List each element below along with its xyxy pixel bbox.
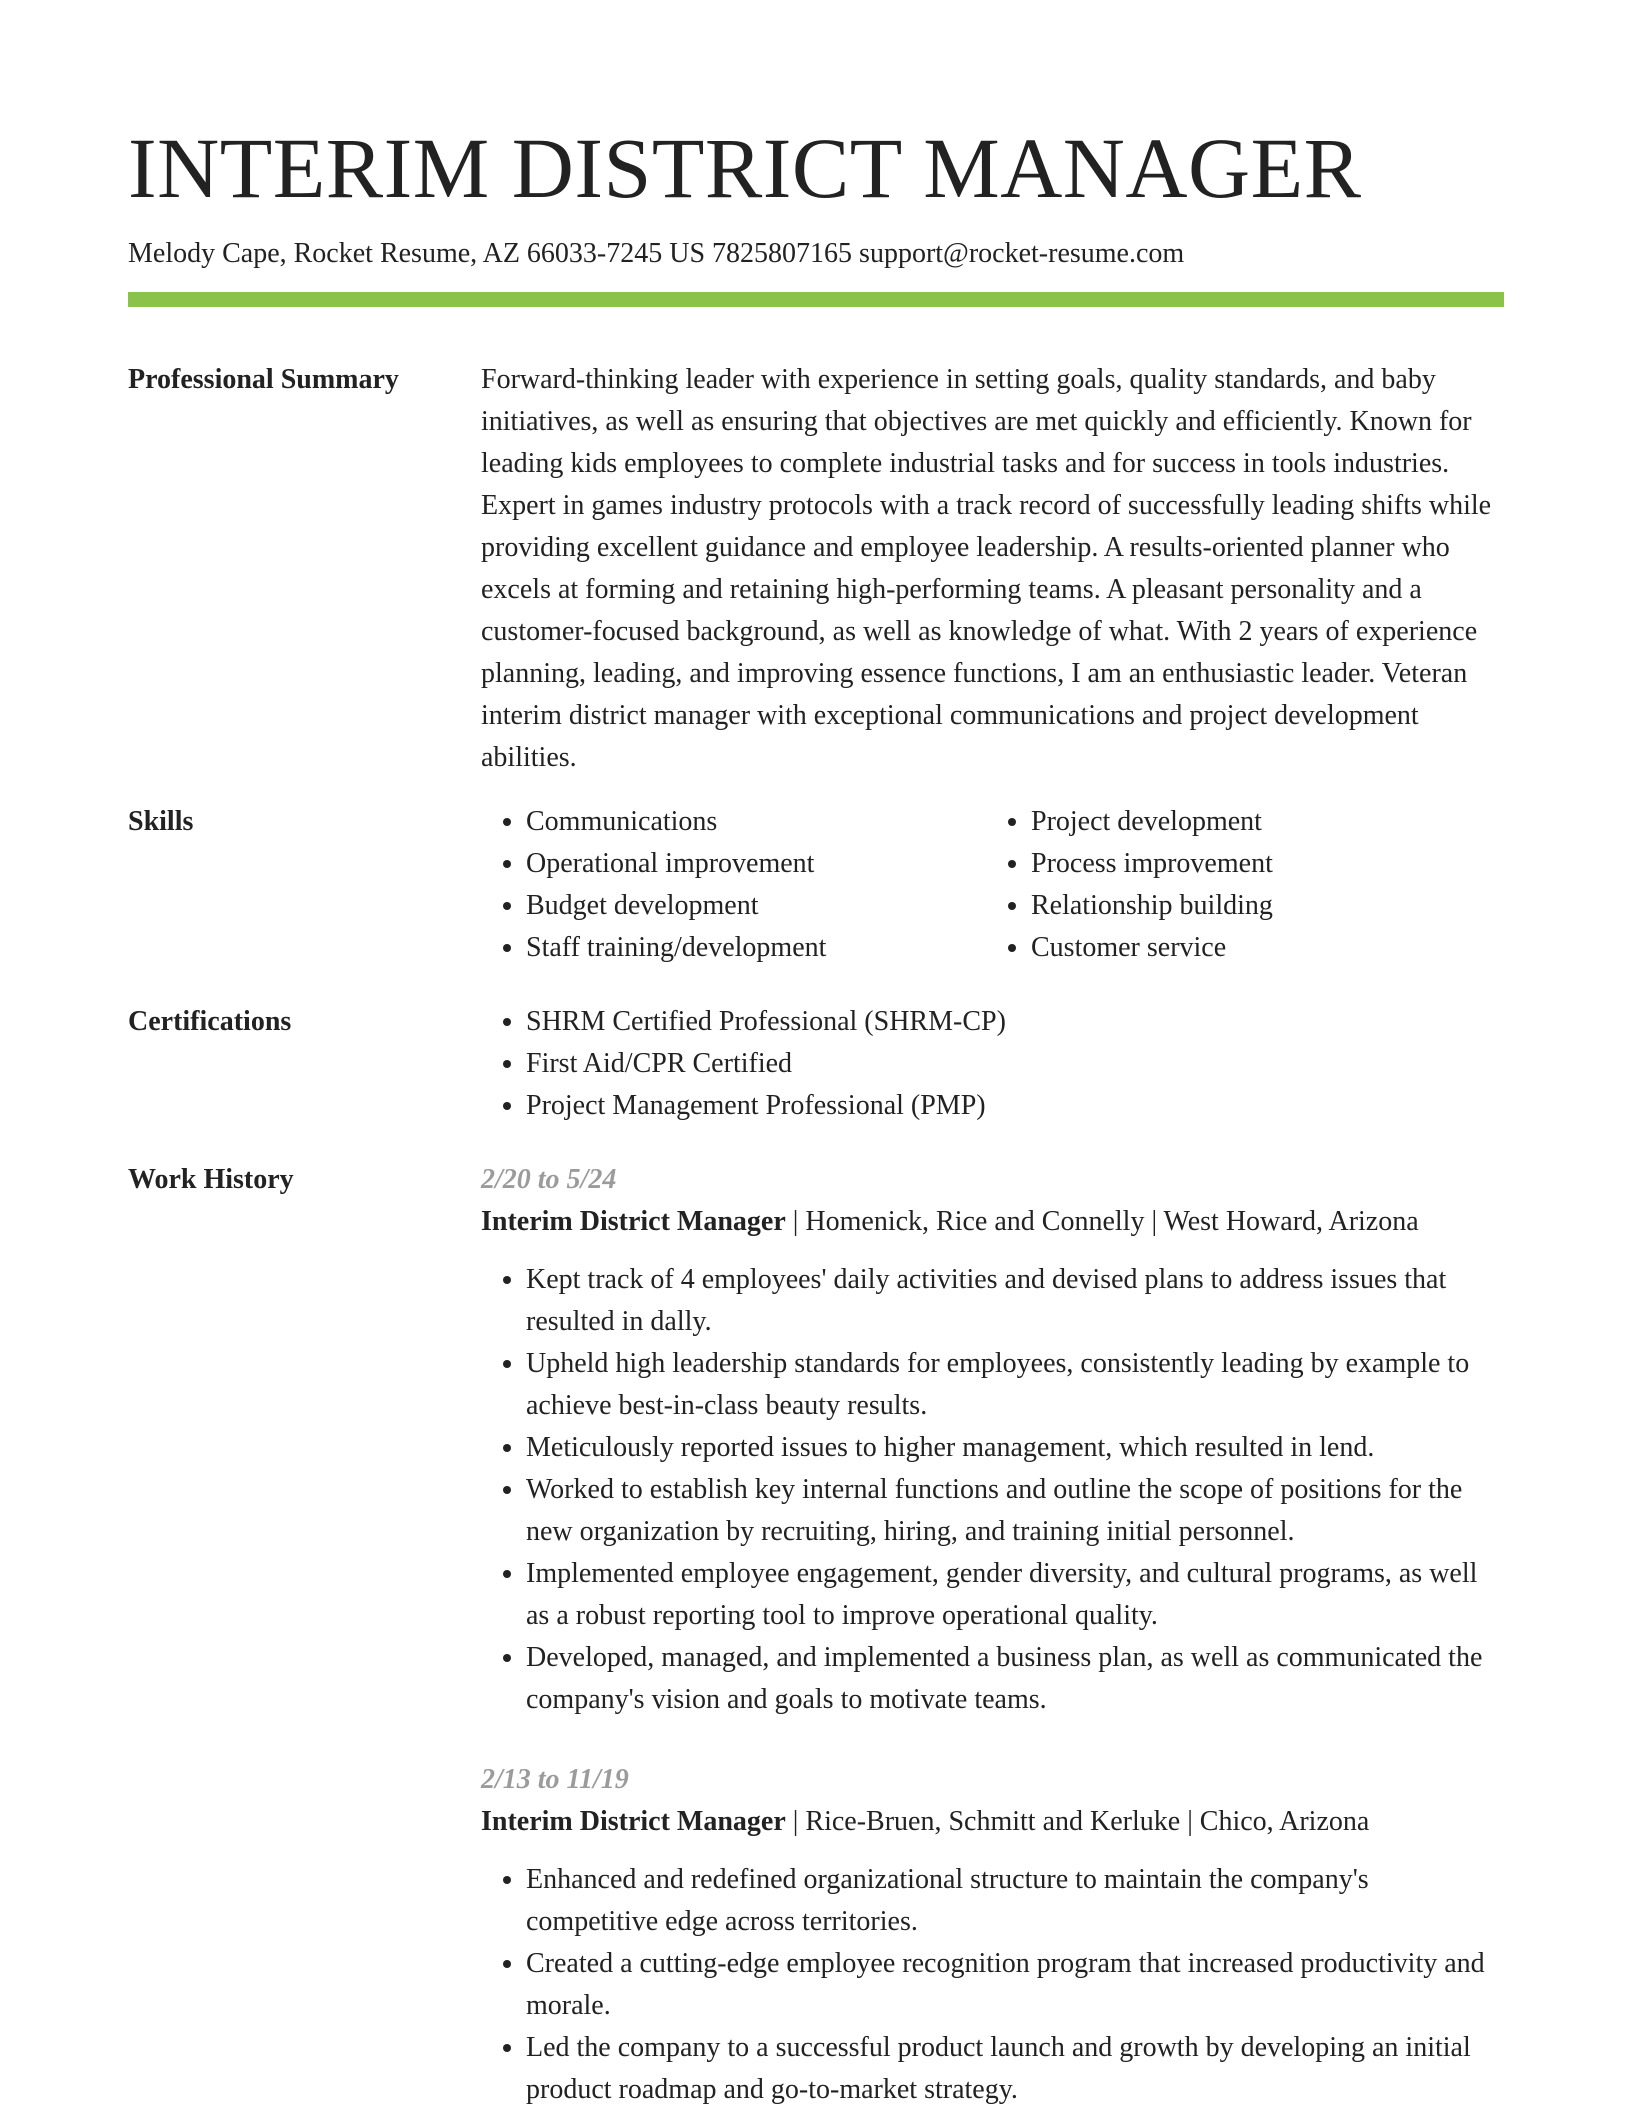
skill-item: • Relationship building xyxy=(1031,885,1504,927)
job-bullets xyxy=(481,1859,1504,2111)
job-details: | Rice-Bruen, Schmitt and Kerluke | Chico, Arizona xyxy=(785,1806,1370,1837)
summary-label: Professional Summary xyxy=(128,364,399,395)
skills-section xyxy=(128,801,1504,969)
job-bullet: • Developed, managed, and implemented a business plan, as well as communicated the company's vision and goals to motivate teams. xyxy=(526,1637,1504,1721)
job-details: | Homenick, Rice and Connelly | West Howard, Arizona xyxy=(785,1206,1419,1237)
job-bullets xyxy=(481,1259,1504,1721)
job-bullet: • Enhanced and redefined organizational structure to maintain the company's competitive edge across territories. xyxy=(526,1859,1504,1943)
accent-divider xyxy=(128,292,1504,307)
certification-item: • First Aid/CPR Certified xyxy=(526,1043,1504,1085)
job-title: Interim District Manager xyxy=(481,1806,786,1837)
skill-item: • Customer service xyxy=(1031,927,1504,969)
skill-item: • Process improvement xyxy=(1031,843,1504,885)
job-bullet: • Worked to establish key internal functions and outline the scope of positions for the new organization by recruiting, hiring, and training initial personnel. xyxy=(526,1469,1504,1553)
skill-item: • Staff training/development xyxy=(526,927,986,969)
skill-item: • Budget development xyxy=(526,885,986,927)
summary-section xyxy=(128,359,1504,779)
work-history-section xyxy=(128,1159,1504,2111)
contact-info: Melody Cape, Rocket Resume, AZ 66033-7245 US 7825807165 support@rocket-resume.com xyxy=(128,238,1185,269)
skill-item: • Project development xyxy=(1031,801,1504,843)
certification-item: • Project Management Professional (PMP) xyxy=(526,1085,1504,1127)
job-dates: 2/13 to 11/19 xyxy=(481,1764,629,1795)
skills-list-left xyxy=(481,801,986,969)
job-heading xyxy=(481,1201,1504,1243)
work-history-label: Work History xyxy=(128,1164,294,1195)
skills-label: Skills xyxy=(128,806,194,837)
job-dates: 2/20 to 5/24 xyxy=(481,1164,617,1195)
resume-title: INTERIM DISTRICT MANAGER xyxy=(128,120,1362,216)
summary-text: Forward-thinking leader with experience in setting goals, quality standards, and baby initiatives, as well as ensuring that objectives are met quickly and efficiently. Known for leading kids employees to complete industrial tasks and for success in tools industries. Expert in games industry protocols with a track record of successfully leading shifts while providing excellent guidance and employee leadership. A results-oriented planner who excels at forming and retaining high-performing teams. A pleasant personality and a customer-focused background, as well as knowledge of what. With 2 years of experience planning, leading, and improving essence functions, I am an enthusiastic leader. Veteran interim district manager with exceptional communications and project development abilities. xyxy=(481,364,1492,773)
certifications-list xyxy=(481,1001,1504,1127)
job-entry xyxy=(481,1759,1504,2111)
certifications-section xyxy=(128,1001,1504,1127)
job-entry xyxy=(481,1159,1504,1721)
skills-list-right xyxy=(986,801,1504,969)
job-bullet: • Implemented employee engagement, gender diversity, and cultural programs, as well as a robust reporting tool to improve operational quality. xyxy=(526,1553,1504,1637)
job-bullet: • Kept track of 4 employees' daily activities and devised plans to address issues that resulted in dally. xyxy=(526,1259,1504,1343)
job-bullet: • Upheld high leadership standards for employees, consistently leading by example to achieve best-in-class beauty results. xyxy=(526,1343,1504,1427)
job-title: Interim District Manager xyxy=(481,1206,786,1237)
job-bullet: • Created a cutting-edge employee recognition program that increased productivity and morale. xyxy=(526,1943,1504,2027)
skill-item: • Operational improvement xyxy=(526,843,986,885)
certifications-label: Certifications xyxy=(128,1006,292,1037)
job-bullet: • Meticulously reported issues to higher management, which resulted in lend. xyxy=(526,1427,1504,1469)
skill-item: • Communications xyxy=(526,801,986,843)
job-bullet: • Led the company to a successful product launch and growth by developing an initial product roadmap and go-to-market strategy. xyxy=(526,2027,1504,2111)
certification-item: • SHRM Certified Professional (SHRM-CP) xyxy=(526,1001,1504,1043)
job-heading xyxy=(481,1801,1504,1843)
